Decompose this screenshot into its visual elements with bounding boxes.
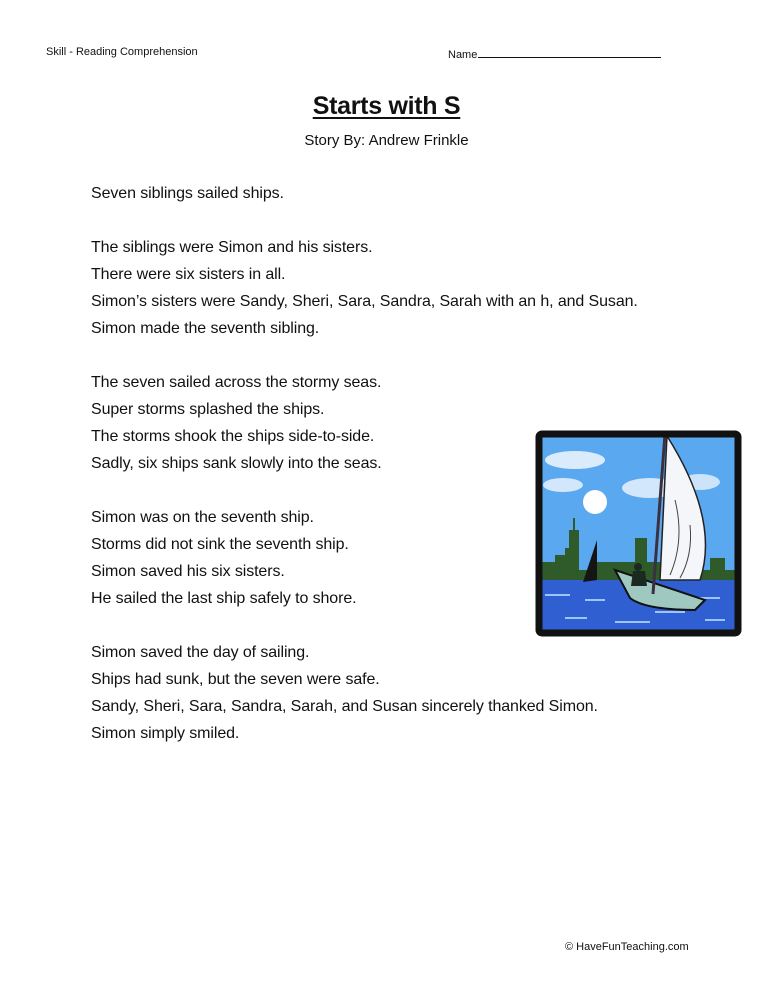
story-line: Simon made the seventh sibling. [91,320,320,337]
story-line: Simon saved the day of sailing. [91,644,310,661]
story-line: The storms shook the ships side-to-side. [91,428,375,445]
name-field [448,46,661,61]
story-line: Sandy, Sheri, Sara, Sandra, Sarah, and Susan sincerely thanked Simon. [91,698,598,715]
story-line: Super storms splashed the ships. [91,401,325,418]
story-line: There were six sisters in all. [91,266,286,283]
story-line: Simon was on the seventh ship. [91,509,314,526]
story-line: Simon simply smiled. [91,725,240,742]
copyright-footer: © HaveFunTeaching.com [565,941,689,953]
name-blank-line [478,46,661,58]
story-line: Simon saved his six sisters. [91,563,285,580]
paragraph-1 [91,180,731,207]
sailboat-icon [535,430,742,637]
story-line: He sailed the last ship safely to shore. [91,590,357,607]
skill-label: Skill - Reading Comprehension [46,46,198,58]
page-title: Starts with S [312,92,461,120]
story-line: The siblings were Simon and his sisters. [91,239,373,256]
sailboat-illustration [535,430,742,637]
story-line: Storms did not sink the seventh ship. [91,536,349,553]
paragraph-5 [91,639,731,747]
story-line: Simon’s sisters were Sandy, Sheri, Sara, Sandra, Sarah with an h, and Susan. [91,293,638,310]
story-line: The seven sailed across the stormy seas. [91,374,382,391]
story-line: Ships had sunk, but the seven were safe. [91,671,380,688]
name-label: Name [448,49,478,61]
paragraph-2 [91,234,731,342]
story-byline: Story By: Andrew Frinkle [304,132,469,149]
story-line: Sadly, six ships sank slowly into the seas. [91,455,382,472]
story-line: Seven siblings sailed ships. [91,185,284,202]
